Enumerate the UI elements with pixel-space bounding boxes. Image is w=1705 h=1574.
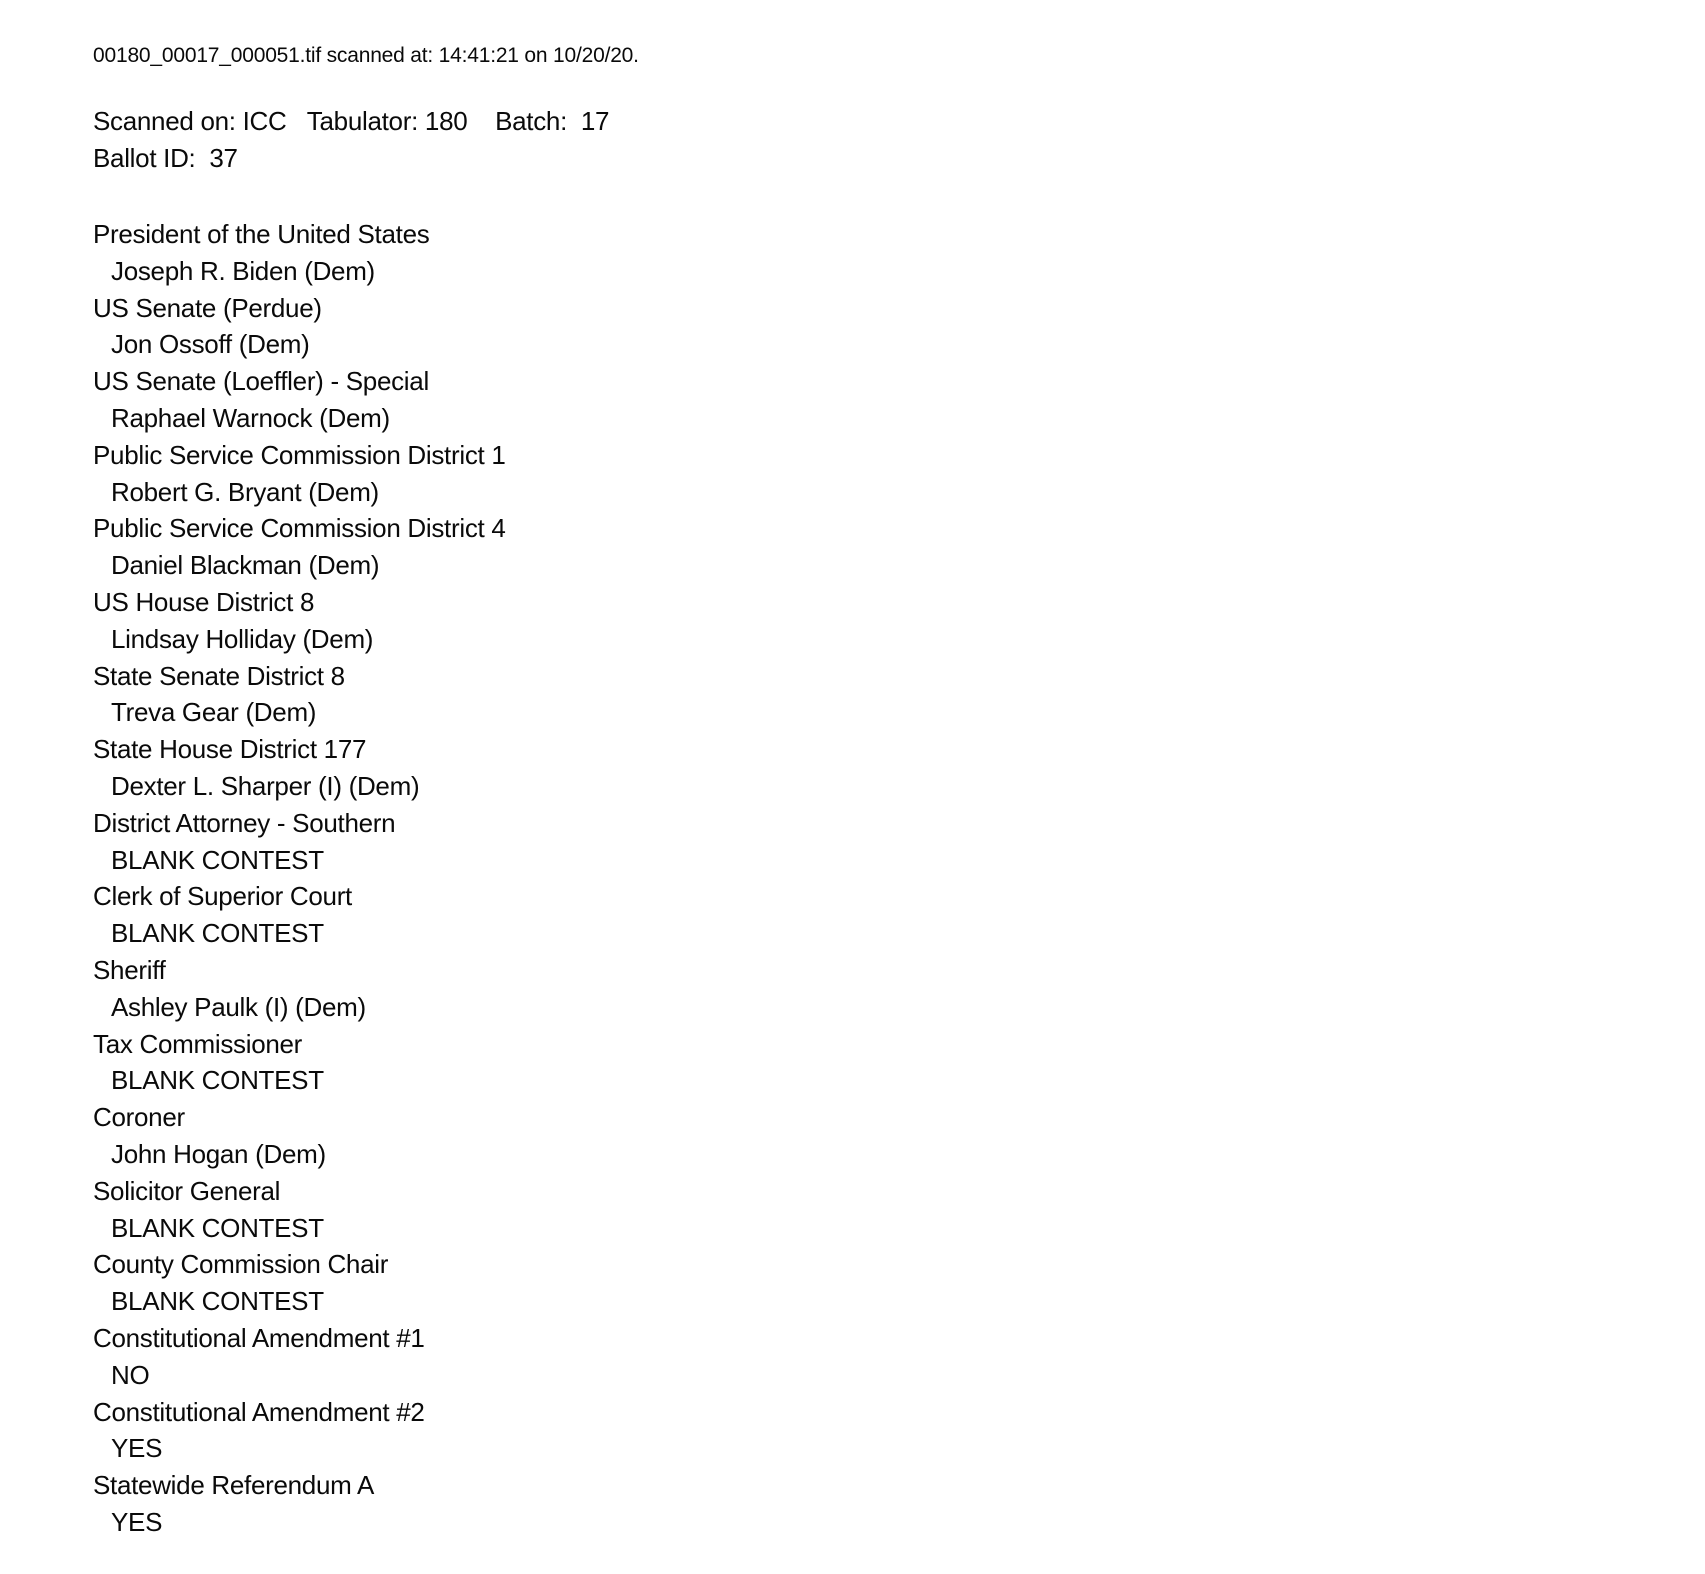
contest-selection: Dexter L. Sharper (I) (Dem) — [111, 770, 420, 801]
contest-title: Public Service Commission District 4 — [93, 513, 506, 544]
contest-list — [93, 216, 506, 1541]
contest-title: Public Service Commission District 1 — [93, 439, 506, 470]
contest-title: Solicitor General — [93, 1175, 281, 1206]
contest-entry — [93, 584, 506, 658]
contest-entry — [93, 216, 506, 290]
contest-selection: Daniel Blackman (Dem) — [111, 550, 380, 581]
contest-title: Coroner — [93, 1102, 185, 1133]
contest-selection: Lindsay Holliday (Dem) — [111, 623, 374, 654]
contest-selection: BLANK CONTEST — [111, 918, 324, 949]
contest-selection: Raphael Warnock (Dem) — [111, 402, 390, 433]
scan-info-block — [93, 103, 609, 177]
scanner-tabulator-batch-line: Scanned on: ICC Tabulator: 180 Batch: 17 — [93, 106, 610, 136]
contest-title: Constitutional Amendment #1 — [93, 1322, 425, 1353]
contest-title: Statewide Referendum A — [93, 1470, 375, 1501]
contest-entry — [93, 437, 506, 511]
contest-entry — [93, 1467, 506, 1541]
contest-title: US House District 8 — [93, 586, 315, 617]
contest-title: US Senate (Loeffler) - Special — [93, 366, 429, 397]
contest-title: County Commission Chair — [93, 1249, 389, 1280]
contest-selection: BLANK CONTEST — [111, 1286, 324, 1317]
contest-selection: BLANK CONTEST — [111, 1065, 324, 1096]
contest-entry — [93, 805, 506, 879]
contest-entry — [93, 1099, 506, 1173]
contest-title: State House District 177 — [93, 734, 367, 765]
contest-entry — [93, 363, 506, 437]
contest-entry — [93, 952, 506, 1026]
contest-selection: NO — [111, 1359, 150, 1390]
contest-selection: John Hogan (Dem) — [111, 1138, 326, 1169]
contest-title: Constitutional Amendment #2 — [93, 1396, 425, 1427]
contest-selection: Jon Ossoff (Dem) — [111, 329, 310, 360]
contest-selection: YES — [111, 1506, 163, 1537]
contest-title: President of the United States — [93, 219, 430, 249]
contest-title: Clerk of Superior Court — [93, 881, 352, 912]
contest-entry — [93, 1173, 506, 1247]
contest-entry — [93, 1246, 506, 1320]
contest-title: US Senate (Perdue) — [93, 292, 322, 323]
contest-title: State Senate District 8 — [93, 660, 345, 691]
contest-entry — [93, 510, 506, 584]
contest-entry — [93, 731, 506, 805]
contest-selection: Ashley Paulk (I) (Dem) — [111, 991, 366, 1022]
contest-entry — [93, 1320, 506, 1394]
contest-title: District Attorney - Southern — [93, 807, 396, 838]
contest-entry — [93, 878, 506, 952]
contest-title: Tax Commissioner — [93, 1028, 303, 1059]
ballot-id-line: Ballot ID: 37 — [93, 143, 238, 173]
contest-selection: YES — [111, 1433, 163, 1464]
contest-selection: BLANK CONTEST — [111, 844, 324, 875]
contest-selection: Robert G. Bryant (Dem) — [111, 476, 379, 507]
contest-entry — [93, 658, 506, 732]
scan-file-line: 00180_00017_000051.tif scanned at: 14:41:21 on 10/20/20. — [93, 44, 639, 67]
contest-selection: Treva Gear (Dem) — [111, 697, 317, 728]
contest-title: Sheriff — [93, 954, 166, 985]
contest-entry — [93, 290, 506, 364]
contest-selection: BLANK CONTEST — [111, 1212, 324, 1243]
contest-entry — [93, 1394, 506, 1468]
contest-selection: Joseph R. Biden (Dem) — [111, 255, 375, 286]
contest-entry — [93, 1026, 506, 1100]
